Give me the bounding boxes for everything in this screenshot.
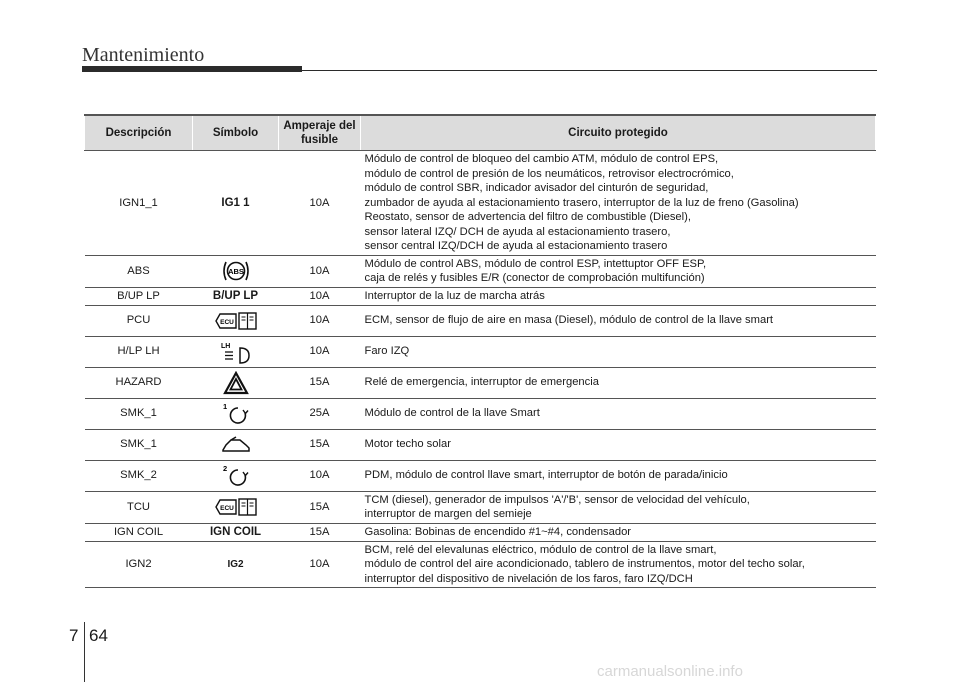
ecu-book-icon xyxy=(214,496,258,518)
circuit-line: Interruptor de la luz de marcha atrás xyxy=(364,289,545,302)
fuse-circuit xyxy=(361,305,876,336)
watermark: carmanualsonline.info xyxy=(597,663,743,680)
ecu-book-icon xyxy=(214,310,258,332)
table-row xyxy=(85,398,876,429)
fuse-symbol xyxy=(193,287,279,305)
headlamp-icon xyxy=(219,340,253,364)
table-row xyxy=(85,523,876,541)
svg-text:ABS: ABS xyxy=(227,267,244,276)
fuse-description: B/UP LP xyxy=(85,287,193,305)
fuse-description: ABS xyxy=(85,255,193,287)
fuse-circuit xyxy=(361,460,876,491)
fuse-table xyxy=(84,114,876,588)
svg-text:2: 2 xyxy=(222,463,227,473)
fuse-description: PCU xyxy=(85,305,193,336)
fuse-circuit xyxy=(361,541,876,588)
col-header-amperage: Amperaje del fusible xyxy=(279,115,361,151)
fuse-symbol xyxy=(193,367,279,398)
table-row xyxy=(85,336,876,367)
fuse-amperage: 10A xyxy=(279,151,361,256)
col-header-description: Descripción xyxy=(85,115,193,151)
section-title: Mantenimiento xyxy=(82,44,205,66)
table-row xyxy=(85,541,876,588)
fuse-amperage: 15A xyxy=(279,491,361,523)
symbol-text-label: IGN COIL xyxy=(209,525,262,538)
circuit-line: interruptor del dispositivo de nivelación de los faros, faro IZQ/DCH xyxy=(364,572,693,585)
fuse-circuit xyxy=(361,255,876,287)
circuit-line: módulo de control del aire acondicionado, tablero de instrumentos, motor del techo solar, xyxy=(364,558,805,570)
circuit-line: Faro IZQ xyxy=(364,345,410,358)
symbol-text-label: IG2 xyxy=(227,558,244,570)
fuse-description: SMK_2 xyxy=(85,460,193,491)
svg-text:LH: LH xyxy=(220,342,230,350)
fuse-description: HAZARD xyxy=(85,367,193,398)
fuse-description: IGN COIL xyxy=(85,523,193,541)
fuse-circuit xyxy=(361,523,876,541)
fuse-circuit xyxy=(361,429,876,460)
smart-key-icon xyxy=(221,463,251,489)
fuse-amperage: 15A xyxy=(279,367,361,398)
table-header-row xyxy=(85,115,876,151)
fuse-symbol xyxy=(193,429,279,460)
svg-text:ECU: ECU xyxy=(219,318,234,326)
circuit-line: Motor techo solar xyxy=(364,438,451,451)
fuse-symbol xyxy=(193,460,279,491)
fuse-amperage: 25A xyxy=(279,398,361,429)
circuit-line: Gasolina: Bobinas de encendido #1~#4, condensador xyxy=(364,525,632,538)
table-row xyxy=(85,460,876,491)
header-rule xyxy=(302,70,877,71)
table-row xyxy=(85,429,876,460)
fuse-circuit xyxy=(361,287,876,305)
chapter-number: 7 xyxy=(69,626,79,645)
fuse-amperage: 10A xyxy=(279,541,361,588)
fuse-description: SMK_1 xyxy=(85,429,193,460)
fuse-symbol xyxy=(193,255,279,287)
fuse-description: IGN2 xyxy=(85,541,193,588)
fuse-amperage: 10A xyxy=(279,287,361,305)
fuse-symbol xyxy=(193,151,279,256)
fuse-amperage: 10A xyxy=(279,460,361,491)
fuse-amperage: 10A xyxy=(279,305,361,336)
fuse-amperage: 10A xyxy=(279,336,361,367)
circuit-line: ECM, sensor de flujo de aire en masa (Diesel), módulo de control de la llave smart xyxy=(364,314,774,327)
fuse-symbol xyxy=(193,491,279,523)
fuse-description: IGN1_1 xyxy=(85,151,193,256)
fuse-circuit xyxy=(361,398,876,429)
fuse-amperage: 15A xyxy=(279,523,361,541)
circuit-line: Módulo de control de la llave Smart xyxy=(364,407,540,420)
symbol-text-label: IG1 1 xyxy=(221,196,250,209)
col-header-symbol: Símbolo xyxy=(193,115,279,151)
table-row xyxy=(85,151,876,256)
circuit-line: sensor central IZQ/DCH de ayuda al estacionamiento trasero xyxy=(364,240,668,252)
svg-text:ECU: ECU xyxy=(219,505,234,512)
circuit-line: caja de relés y fusibles E/R (conector de comprobación multifunción) xyxy=(364,272,705,284)
fuse-symbol xyxy=(193,398,279,429)
circuit-line: módulo de control de presión de los neumáticos, retrovisor electrocrómico, xyxy=(364,167,734,180)
fuse-amperage: 15A xyxy=(279,429,361,460)
circuit-line: interruptor de margen del semieje xyxy=(364,508,532,520)
symbol-text-label: B/UP LP xyxy=(212,289,259,302)
fuse-circuit xyxy=(361,491,876,523)
table-row xyxy=(85,305,876,336)
circuit-line: sensor lateral IZQ/ DCH de ayuda al estacionamiento trasero, xyxy=(364,225,671,238)
hazard-icon xyxy=(223,371,249,395)
circuit-line: Módulo de control ABS, módulo de control ESP, intettuptor OFF ESP, xyxy=(364,257,707,270)
fuse-circuit xyxy=(361,367,876,398)
circuit-line: módulo de control SBR, indicador avisador del cinturón de seguridad, xyxy=(364,182,709,194)
table-row xyxy=(85,287,876,305)
circuit-line: Reostato, sensor de advertencia del filtro de combustible (Diesel), xyxy=(364,211,691,223)
fuse-description: H/LP LH xyxy=(85,336,193,367)
abs-icon xyxy=(221,259,251,283)
header-bar xyxy=(82,66,302,72)
fuse-description: TCU xyxy=(85,491,193,523)
circuit-line: zumbador de ayuda al estacionamiento trasero, interruptor de la luz de freno (Gasolina) xyxy=(364,196,799,209)
fuse-symbol xyxy=(193,541,279,588)
fuse-symbol xyxy=(193,523,279,541)
fuse-symbol xyxy=(193,305,279,336)
page-number: 64 xyxy=(89,626,108,645)
circuit-line: Módulo de control de bloqueo del cambio ATM, módulo de control EPS, xyxy=(364,153,719,165)
table-row xyxy=(85,367,876,398)
table-row xyxy=(85,255,876,287)
fuse-amperage: 10A xyxy=(279,255,361,287)
circuit-line: Relé de emergencia, interruptor de emergencia xyxy=(364,376,599,389)
svg-text:1: 1 xyxy=(222,401,227,411)
col-header-circuit: Circuito protegido xyxy=(361,115,876,151)
fuse-description: SMK_1 xyxy=(85,398,193,429)
fuse-circuit xyxy=(361,151,876,256)
circuit-line: TCM (diesel), generador de impulsos 'A'/'B', sensor de velocidad del vehículo, xyxy=(364,493,750,506)
page-separator xyxy=(84,622,85,682)
sunroof-icon xyxy=(220,435,252,455)
table-row xyxy=(85,491,876,523)
fuse-circuit xyxy=(361,336,876,367)
circuit-line: BCM, relé del elevalunas eléctrico, módulo de control de la llave smart, xyxy=(364,543,717,556)
smart-key-icon xyxy=(221,401,251,427)
circuit-line: PDM, módulo de control llave smart, interruptor de botón de parada/inicio xyxy=(364,469,728,482)
fuse-symbol xyxy=(193,336,279,367)
